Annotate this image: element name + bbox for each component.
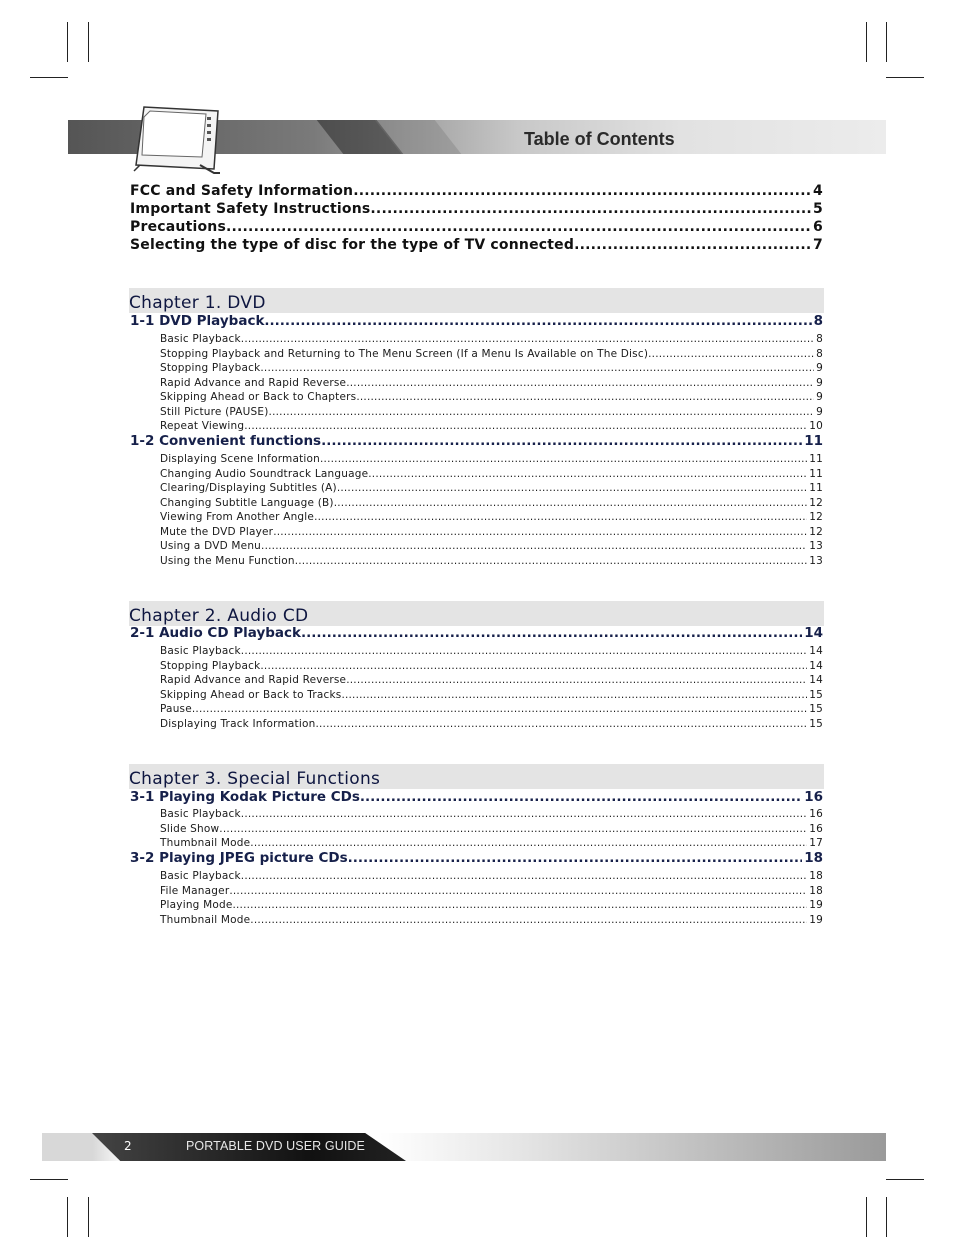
toc-item-label: Displaying Scene Information <box>160 453 321 465</box>
dot-leader <box>346 377 814 389</box>
toc-item-label: Thumbnail Mode <box>160 837 251 850</box>
toc-item[interactable] <box>160 885 823 897</box>
dot-leader <box>360 789 802 805</box>
toc-item[interactable] <box>160 555 823 567</box>
toc-entry[interactable] <box>130 201 823 217</box>
toc-item-page: 16 <box>809 808 823 820</box>
toc-item-page: 11 <box>809 482 823 495</box>
toc-entry-label: FCC and Safety Information <box>130 183 354 199</box>
toc-item[interactable] <box>160 837 823 849</box>
dot-leader <box>273 526 807 538</box>
crop-mark <box>30 77 68 78</box>
toc-item-label: Displaying Track Information <box>160 717 316 730</box>
chapter-heading <box>129 601 824 626</box>
toc-entry-label: Important Safety Instructions <box>130 201 371 217</box>
crop-mark <box>67 22 68 62</box>
toc-item-label: Changing Audio Soundtrack Language <box>160 467 369 480</box>
dot-leader <box>356 391 814 403</box>
toc-item-label: Stopping Playback and Returning to The Menu Screen (If a Menu Is Available on The Disc) <box>160 347 649 360</box>
toc-entry-page: 6 <box>813 219 823 235</box>
toc-item-page: 9 <box>816 362 823 375</box>
toc-item-label: Basic Playback <box>160 333 241 345</box>
toc-item-page: 8 <box>816 333 823 345</box>
toc-item-page: 9 <box>816 405 823 418</box>
toc-section-page: 16 <box>804 789 823 805</box>
toc-item-page: 12 <box>809 525 823 538</box>
dot-leader <box>250 837 807 849</box>
toc-item-label: Playing Mode <box>160 899 233 912</box>
toc-item[interactable] <box>160 914 823 926</box>
toc-item-label: Rapid Advance and Rapid Reverse <box>160 674 347 687</box>
toc-section-page: 18 <box>804 850 823 866</box>
portable-dvd-player-icon <box>130 103 226 175</box>
toc-item-page: 15 <box>809 717 823 730</box>
toc-section[interactable] <box>130 789 823 805</box>
toc-item-page: 17 <box>809 837 823 850</box>
toc-item-page: 8 <box>816 347 823 360</box>
toc-item[interactable] <box>160 870 823 882</box>
dot-leader <box>241 645 807 657</box>
toc-item-label: Slide Show <box>160 822 220 835</box>
dot-leader <box>295 555 808 567</box>
dot-leader <box>226 219 811 235</box>
dot-leader <box>241 808 807 820</box>
toc-item-label: Repeat Viewing <box>160 420 245 433</box>
toc-section-page: 11 <box>804 433 823 449</box>
toc-item[interactable] <box>160 674 823 686</box>
toc-section-label: 3-1 Playing Kodak Picture CDs <box>130 789 360 805</box>
toc-item-page: 10 <box>809 420 823 433</box>
toc-section[interactable] <box>130 625 823 641</box>
dot-leader <box>264 313 811 329</box>
toc-item[interactable] <box>160 526 823 538</box>
toc-item-label: File Manager <box>160 884 230 897</box>
toc-item[interactable] <box>160 899 823 911</box>
crop-mark <box>886 22 887 62</box>
dot-leader <box>260 362 814 374</box>
toc-entry[interactable] <box>130 183 823 199</box>
toc-item-page: 14 <box>809 645 823 657</box>
toc-section-label: 1-1 DVD Playback <box>130 313 265 329</box>
dot-leader <box>241 870 807 882</box>
dot-leader <box>574 237 811 253</box>
toc-item[interactable] <box>160 808 823 820</box>
dot-leader <box>368 468 807 480</box>
chapter-title: Chapter 2. Audio CD <box>129 606 309 626</box>
toc-item-label: Clearing/Displaying Subtitles (A) <box>160 482 337 495</box>
page-number: 2 <box>124 1139 132 1153</box>
toc-item-label: Viewing From Another Angle <box>160 511 315 524</box>
toc-section-label: 3-2 Playing JPEG picture CDs <box>130 850 348 866</box>
page-title: Table of Contents <box>524 129 675 149</box>
crop-mark <box>67 1197 68 1237</box>
toc-section-page: 14 <box>804 625 823 641</box>
dot-leader <box>232 899 807 911</box>
toc-item-page: 15 <box>809 703 823 716</box>
crop-mark <box>886 1179 924 1180</box>
toc-item[interactable] <box>160 645 823 657</box>
toc-item-page: 14 <box>809 674 823 687</box>
toc-entry-page: 7 <box>813 237 823 253</box>
toc-item-label: Basic Playback <box>160 645 241 657</box>
dot-leader <box>321 433 802 449</box>
crop-mark <box>866 22 867 62</box>
toc-item-page: 18 <box>809 870 823 882</box>
toc-section-label: 1-2 Convenient functions <box>130 433 322 449</box>
chapter-title: Chapter 1. DVD <box>129 293 266 313</box>
dot-leader <box>315 718 807 730</box>
toc-entry-label: Selecting the type of disc for the type of TV connected <box>130 237 575 253</box>
toc-section-page: 8 <box>813 313 823 329</box>
toc-item-page: 19 <box>809 899 823 912</box>
toc-item[interactable] <box>160 482 823 494</box>
toc-entry-page: 5 <box>813 201 823 217</box>
toc-entry[interactable] <box>130 237 823 253</box>
dot-leader <box>260 660 807 672</box>
toc-item[interactable] <box>160 718 823 730</box>
toc-item-label: Changing Subtitle Language (B) <box>160 496 334 509</box>
dot-leader <box>337 482 807 494</box>
chapter-heading <box>129 288 824 313</box>
dot-leader <box>341 689 807 701</box>
toc-item[interactable] <box>160 540 823 552</box>
toc-item[interactable] <box>160 453 823 465</box>
dot-leader <box>370 201 811 217</box>
toc-item-label: Thumbnail Mode <box>160 913 251 926</box>
toc-item[interactable] <box>160 391 823 403</box>
toc-item-label: Basic Playback <box>160 870 241 882</box>
dot-leader <box>301 625 802 641</box>
dot-leader <box>241 333 814 345</box>
toc-item-label: Still Picture (PAUSE) <box>160 405 269 418</box>
crop-mark <box>866 1197 867 1237</box>
dot-leader <box>244 420 807 432</box>
toc-item[interactable] <box>160 468 823 480</box>
chapter-title: Chapter 3. Special Functions <box>129 769 381 789</box>
toc-item[interactable] <box>160 660 823 672</box>
toc-item[interactable] <box>160 420 823 432</box>
toc-item-page: 9 <box>816 376 823 389</box>
toc-entry-page: 4 <box>813 183 823 199</box>
toc-item-label: Using the Menu Function <box>160 554 295 567</box>
toc-item-page: 15 <box>809 688 823 701</box>
dot-leader <box>348 850 803 866</box>
dot-leader <box>346 674 807 686</box>
toc-item[interactable] <box>160 511 823 523</box>
toc-section[interactable] <box>130 313 823 329</box>
crop-mark <box>88 1197 89 1237</box>
toc-item[interactable] <box>160 703 823 715</box>
toc-item-label: Stopping Playback <box>160 659 261 672</box>
toc-item[interactable] <box>160 362 823 374</box>
crop-mark <box>88 22 89 62</box>
toc-item-page: 11 <box>809 467 823 480</box>
toc-item-label: Using a DVD Menu <box>160 540 262 553</box>
toc-item[interactable] <box>160 497 823 509</box>
dot-leader <box>353 183 811 199</box>
crop-mark <box>886 1197 887 1237</box>
toc-item-page: 19 <box>809 913 823 926</box>
dot-leader <box>334 497 808 509</box>
toc-item-page: 16 <box>809 822 823 835</box>
toc-item-label: Mute the DVD Player <box>160 525 274 538</box>
toc-entry[interactable] <box>130 219 823 235</box>
toc-item-page: 13 <box>809 554 823 567</box>
toc-item-page: 12 <box>809 496 823 509</box>
toc-item-page: 12 <box>809 511 823 524</box>
toc-item-label: Skipping Ahead or Back to Chapters <box>160 391 357 404</box>
toc-section[interactable] <box>130 850 823 866</box>
toc-item[interactable] <box>160 823 823 835</box>
toc-item-label: Skipping Ahead or Back to Tracks <box>160 688 342 701</box>
toc-item[interactable] <box>160 377 823 389</box>
dot-leader <box>314 511 807 523</box>
chapter-heading <box>129 764 824 789</box>
toc-item[interactable] <box>160 689 823 701</box>
toc-entry-label: Precautions <box>130 219 226 235</box>
toc-item-label: Pause <box>160 703 192 716</box>
toc-item[interactable] <box>160 406 823 418</box>
crop-mark <box>30 1179 68 1180</box>
toc-section-label: 2-1 Audio CD Playback <box>130 625 301 641</box>
toc-item-label: Rapid Advance and Rapid Reverse <box>160 376 347 389</box>
dot-leader <box>648 348 814 360</box>
crop-mark <box>886 77 924 78</box>
dot-leader <box>269 406 815 418</box>
dot-leader <box>219 823 807 835</box>
dot-leader <box>320 453 807 465</box>
dot-leader <box>261 540 807 552</box>
footer-title: PORTABLE DVD USER GUIDE <box>186 1139 365 1153</box>
toc-item[interactable] <box>160 333 823 345</box>
toc-item-page: 9 <box>816 391 823 404</box>
toc-item[interactable] <box>160 348 823 360</box>
toc-item-label: Basic Playback <box>160 808 241 820</box>
dot-leader <box>250 914 807 926</box>
toc-item-label: Stopping Playback <box>160 362 261 375</box>
toc-section[interactable] <box>130 433 823 449</box>
toc-item-page: 13 <box>809 540 823 553</box>
dot-leader <box>229 885 807 897</box>
toc-item-page: 11 <box>809 453 823 465</box>
dot-leader <box>192 703 807 715</box>
toc-item-page: 18 <box>809 884 823 897</box>
toc-item-page: 14 <box>809 659 823 672</box>
